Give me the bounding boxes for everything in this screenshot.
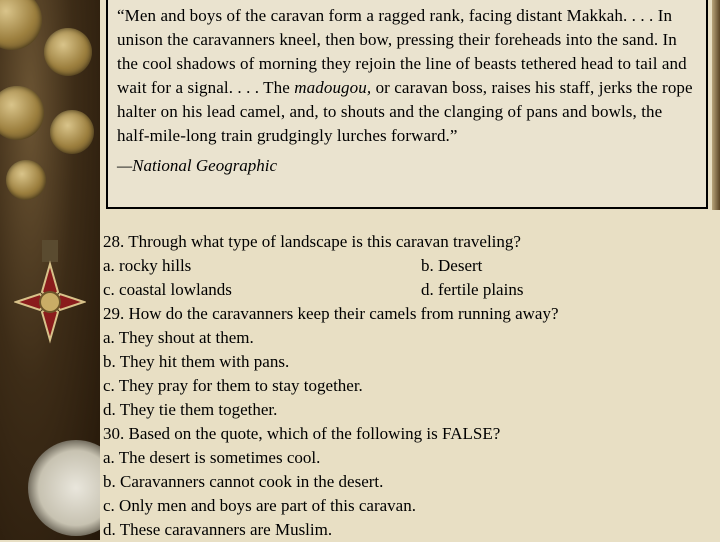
coin-image bbox=[50, 110, 94, 154]
quote-text bbox=[117, 4, 698, 148]
quote-text-part: “Men and boys of the caravan form a ragged rank, facing distant Makkah. . . . In unison the caravanners kneel, then bow, pressing their foreheads into the sand. In the cool shadows of morning they rejoin the line of beasts tethered head to tail and wait for a signal. . . . The bbox=[117, 6, 687, 97]
coin-image bbox=[0, 86, 44, 140]
answer-option: c. coastal lowlands bbox=[103, 280, 232, 299]
answer-option: c. They pray for them to stay together. bbox=[103, 376, 363, 395]
answer-option: a. The desert is sometimes cool. bbox=[103, 448, 321, 467]
medal-cross-icon bbox=[14, 240, 86, 350]
compass-image bbox=[28, 440, 100, 536]
questions-list bbox=[103, 230, 715, 542]
answer-option: a. rocky hills bbox=[103, 256, 192, 275]
coin-image bbox=[0, 0, 42, 50]
quote-source: —National Geographic bbox=[117, 156, 278, 175]
quote-text-part: or caravan boss, raises his staff, jerks the rope halter on his lead camel, and, to shouts and the clanging of pans and bowls, the half-mile-long train grudgingly lurches forward.” bbox=[117, 78, 693, 145]
question-prompt: 30. Based on the quote, which of the following is FALSE? bbox=[103, 424, 501, 443]
answer-option: b. They hit them with pans. bbox=[103, 352, 290, 371]
quote-box bbox=[106, 0, 708, 209]
answer-option: d. fertile plains bbox=[421, 280, 524, 299]
decorative-background-strip bbox=[0, 0, 100, 540]
answer-option: a. They shout at them. bbox=[103, 328, 254, 347]
question-prompt: 28. Through what type of landscape is this caravan traveling? bbox=[103, 232, 521, 251]
answer-option: d. These caravanners are Muslim. bbox=[103, 520, 333, 539]
decorative-edge bbox=[712, 0, 720, 210]
coin-image bbox=[44, 28, 92, 76]
answer-option: b. Desert bbox=[421, 256, 483, 275]
answer-option: c. Only men and boys are part of this caravan. bbox=[103, 496, 416, 515]
answer-row bbox=[103, 254, 715, 278]
quote-italic-term: madougou, bbox=[294, 78, 372, 97]
answer-option: b. Caravanners cannot cook in the desert. bbox=[103, 472, 384, 491]
coin-image bbox=[6, 160, 46, 200]
question-prompt: 29. How do the caravanners keep their camels from running away? bbox=[103, 304, 559, 323]
answer-option: d. They tie them together. bbox=[103, 400, 278, 419]
answer-row bbox=[103, 278, 715, 302]
